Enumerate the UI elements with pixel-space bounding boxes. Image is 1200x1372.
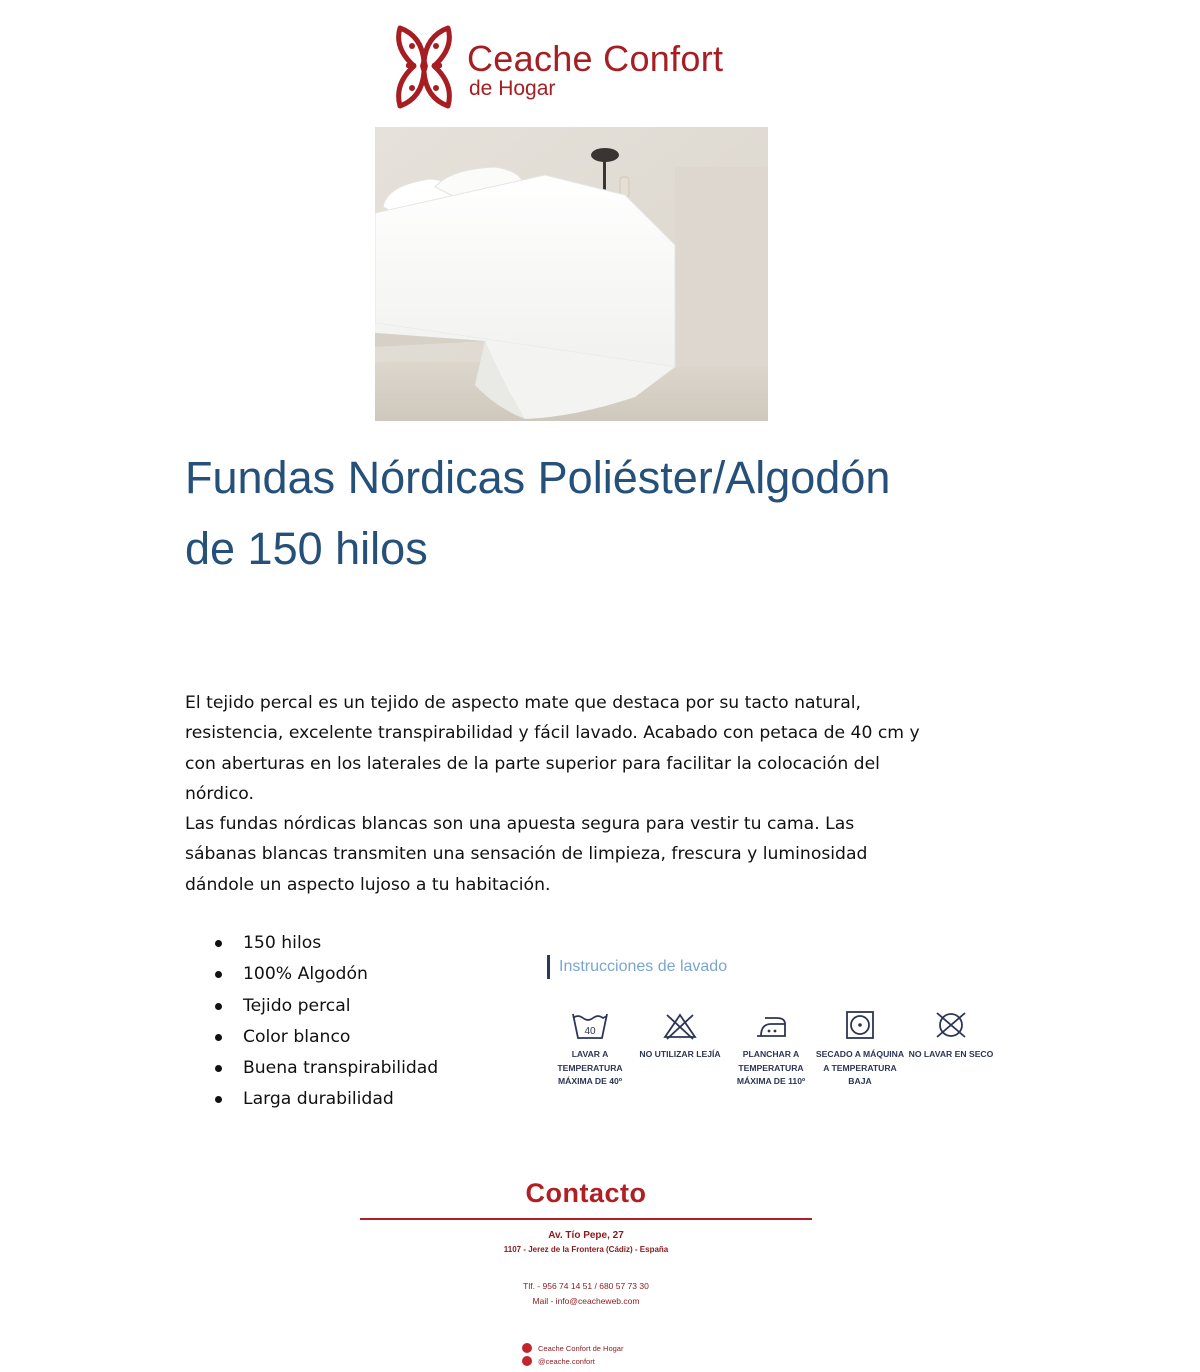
no-dry-clean-icon — [931, 1010, 971, 1042]
brand-logo — [392, 22, 782, 114]
list-item: Buena transpirabilidad — [213, 1053, 438, 1084]
facebook-icon — [522, 1343, 532, 1353]
instagram-link[interactable] — [522, 1356, 595, 1366]
contact-divider — [360, 1218, 812, 1220]
brand-name: Ceache Confort — [467, 38, 724, 79]
product-photo — [375, 127, 768, 421]
brand-subtitle: de Hogar — [469, 77, 556, 100]
list-item: Larga durabilidad — [213, 1084, 438, 1115]
wash-label: NO LAVAR EN SECO — [908, 1049, 994, 1059]
description-paragraph: Las fundas nórdicas blancas son una apuesta segura para vestir tu cama. Las sábanas blancas transmiten una sensación de limpieza, frescura y luminosidad dándole un aspecto lujoso a tu habitación. — [185, 814, 868, 895]
wash-label: SECADO A MÁQUINA A TEMPERATURA BAJA — [815, 1049, 905, 1086]
wash-instruction — [634, 1010, 726, 1062]
instagram-handle: @ceache.confort — [538, 1356, 595, 1366]
product-title: Fundas Nórdicas Poliéster/Algodón de 150 hilos — [185, 452, 891, 574]
butterfly-logo-icon — [392, 22, 456, 112]
contact-email[interactable]: Mail - info@ceacheweb.com — [532, 1296, 640, 1306]
list-item: 150 hilos — [213, 928, 438, 959]
list-item: Color blanco — [213, 1022, 438, 1053]
wash-temperature: 40 — [584, 1026, 596, 1037]
wash-label: LAVAR A TEMPERATURA MÁXIMA DE 40º — [557, 1049, 623, 1086]
description-paragraph: El tejido percal es un tejido de aspecto mate que destaca por su tacto natural, resistencia, excelente transpirabilidad y fácil lavado. Acabado con petaca de 40 cm y con aberturas en los laterales de la parte superior para facilitar la colocación del nórdico. — [185, 693, 920, 804]
facebook-handle: Ceache Confort de Hogar — [538, 1343, 624, 1353]
list-item: 100% Algodón — [213, 959, 438, 990]
contact-phone: Tlf. - 956 74 14 51 / 680 57 73 30 — [523, 1281, 649, 1291]
washing-heading: Instrucciones de lavado — [547, 955, 727, 979]
list-item: Tejido percal — [213, 991, 438, 1022]
contact-city: 1107 - Jerez de la Frontera (Cádiz) - España — [503, 1245, 669, 1254]
feature-list — [213, 928, 438, 1116]
iron-medium-icon — [751, 1010, 791, 1042]
instagram-icon — [522, 1356, 532, 1366]
wash-instruction — [725, 1010, 817, 1089]
product-description — [185, 688, 925, 900]
tumble-dry-low-icon — [840, 1010, 880, 1042]
wash-instruction — [544, 1010, 636, 1089]
wash-label: PLANCHAR A TEMPERATURA MÁXIMA DE 110º — [736, 1049, 806, 1086]
contact-address: Av. Tío Pepe, 27 — [548, 1230, 624, 1241]
no-bleach-icon — [660, 1010, 700, 1042]
wash-40-icon — [570, 1010, 610, 1042]
facebook-link[interactable] — [522, 1343, 623, 1353]
wash-instruction — [905, 1010, 997, 1062]
wash-instruction — [814, 1010, 906, 1089]
wash-label: NO UTILIZAR LEJÍA — [639, 1049, 721, 1059]
contact-title: Contacto — [525, 1178, 647, 1208]
